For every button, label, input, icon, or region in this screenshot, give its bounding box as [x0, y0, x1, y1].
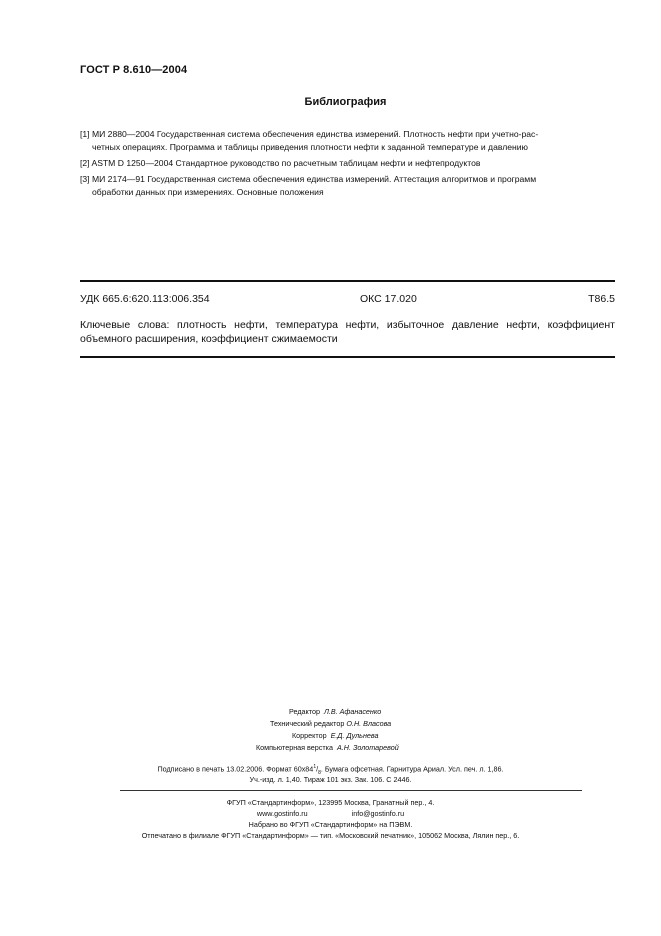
bibliography-entry	[80, 157, 620, 170]
publisher-email: info@gostinfo.ru	[351, 809, 405, 818]
typesetting-note: Набрано во ФГУП «Стандартинформ» на ПЭВМ.	[248, 820, 413, 829]
layout-name: А.Н. Золотаревой	[336, 743, 399, 752]
imprint-divider	[120, 790, 582, 791]
bibliography-entry-line: [1] МИ 2880—2004 Государственная система обеспечения единства измерений. Плотность нефти при учетно-рас-	[80, 129, 539, 139]
bibliography-entry-line: [3] МИ 2174—91 Государственная система обеспечения единства измерений. Аттестация алгоритмов и программ	[80, 174, 537, 184]
layout-label: Компьютерная верстка	[256, 743, 333, 752]
format-numerator: 1	[313, 764, 317, 770]
keywords: Ключевые слова: плотность нефти, температура нефти, избыточное давление нефти, коэффициент объемного расширения, коэффициент сжимаемости	[80, 319, 615, 345]
bottom-divider	[80, 356, 615, 358]
tech-editor-credit	[270, 718, 391, 730]
bibliography-entry-continuation: четных операциях. Программа и таблицы приведения плотности нефти к заданной температуре и давлению	[92, 142, 528, 152]
format-denominator: 8	[318, 769, 321, 776]
publisher-address: ФГУП «Стандартинформ», 123995 Москва, Гранатный пер., 4.	[226, 798, 435, 807]
bibliography-list	[80, 128, 620, 202]
printing-note: Отпечатано в филиале ФГУП «Стандартинформ» — тип. «Московский печатник», 105062 Москва, Лялин пер., 6.	[141, 831, 520, 840]
imprint-signed-suffix: . Бумага офсетная. Гарнитура Ариал. Усл. печ. л. 1,86.	[320, 764, 504, 774]
top-divider	[80, 280, 615, 282]
classification-code: Т86.5	[588, 293, 615, 305]
format-slash: /	[316, 764, 319, 774]
publisher-contacts	[0, 808, 661, 820]
imprint-signed-prefix: Подписано в печать 13.02.2006. Формат 60x84	[157, 764, 314, 774]
bibliography-entry-continuation: обработки данных при измерениях. Основные положения	[92, 187, 324, 197]
tech-editor-label: Технический редактор	[270, 719, 345, 728]
corrector-credit	[292, 730, 379, 742]
editor-credit	[289, 706, 381, 718]
bibliography-entry-line: [2] ASTM D 1250—2004 Стандартное руководство по расчетным таблицам нефти и нефтепродуктов	[80, 158, 481, 168]
corrector-name: Е.Д. Дульнева	[330, 731, 379, 740]
editor-name: Л.В. Афанасенко	[323, 707, 382, 716]
publisher-site: www.gostinfo.ru	[256, 809, 308, 818]
bibliography-entry	[80, 128, 620, 154]
udk-code: УДК 665.6:620.113:006.354	[80, 293, 210, 305]
corrector-label: Корректор	[292, 731, 327, 740]
layout-credit	[256, 742, 399, 754]
document-code: ГОСТ Р 8.610—2004	[80, 64, 188, 76]
bibliography-entry	[80, 173, 620, 199]
imprint-edition-line: Уч.-изд. л. 1,40. Тираж 101 экз. Зак. 106. С 2446.	[249, 775, 412, 784]
tech-editor-name: О.Н. Власова	[346, 719, 392, 728]
bibliography-title: Библиография	[304, 96, 387, 108]
editor-label: Редактор	[289, 707, 320, 716]
oks-code: ОКС 17.020	[360, 293, 417, 305]
